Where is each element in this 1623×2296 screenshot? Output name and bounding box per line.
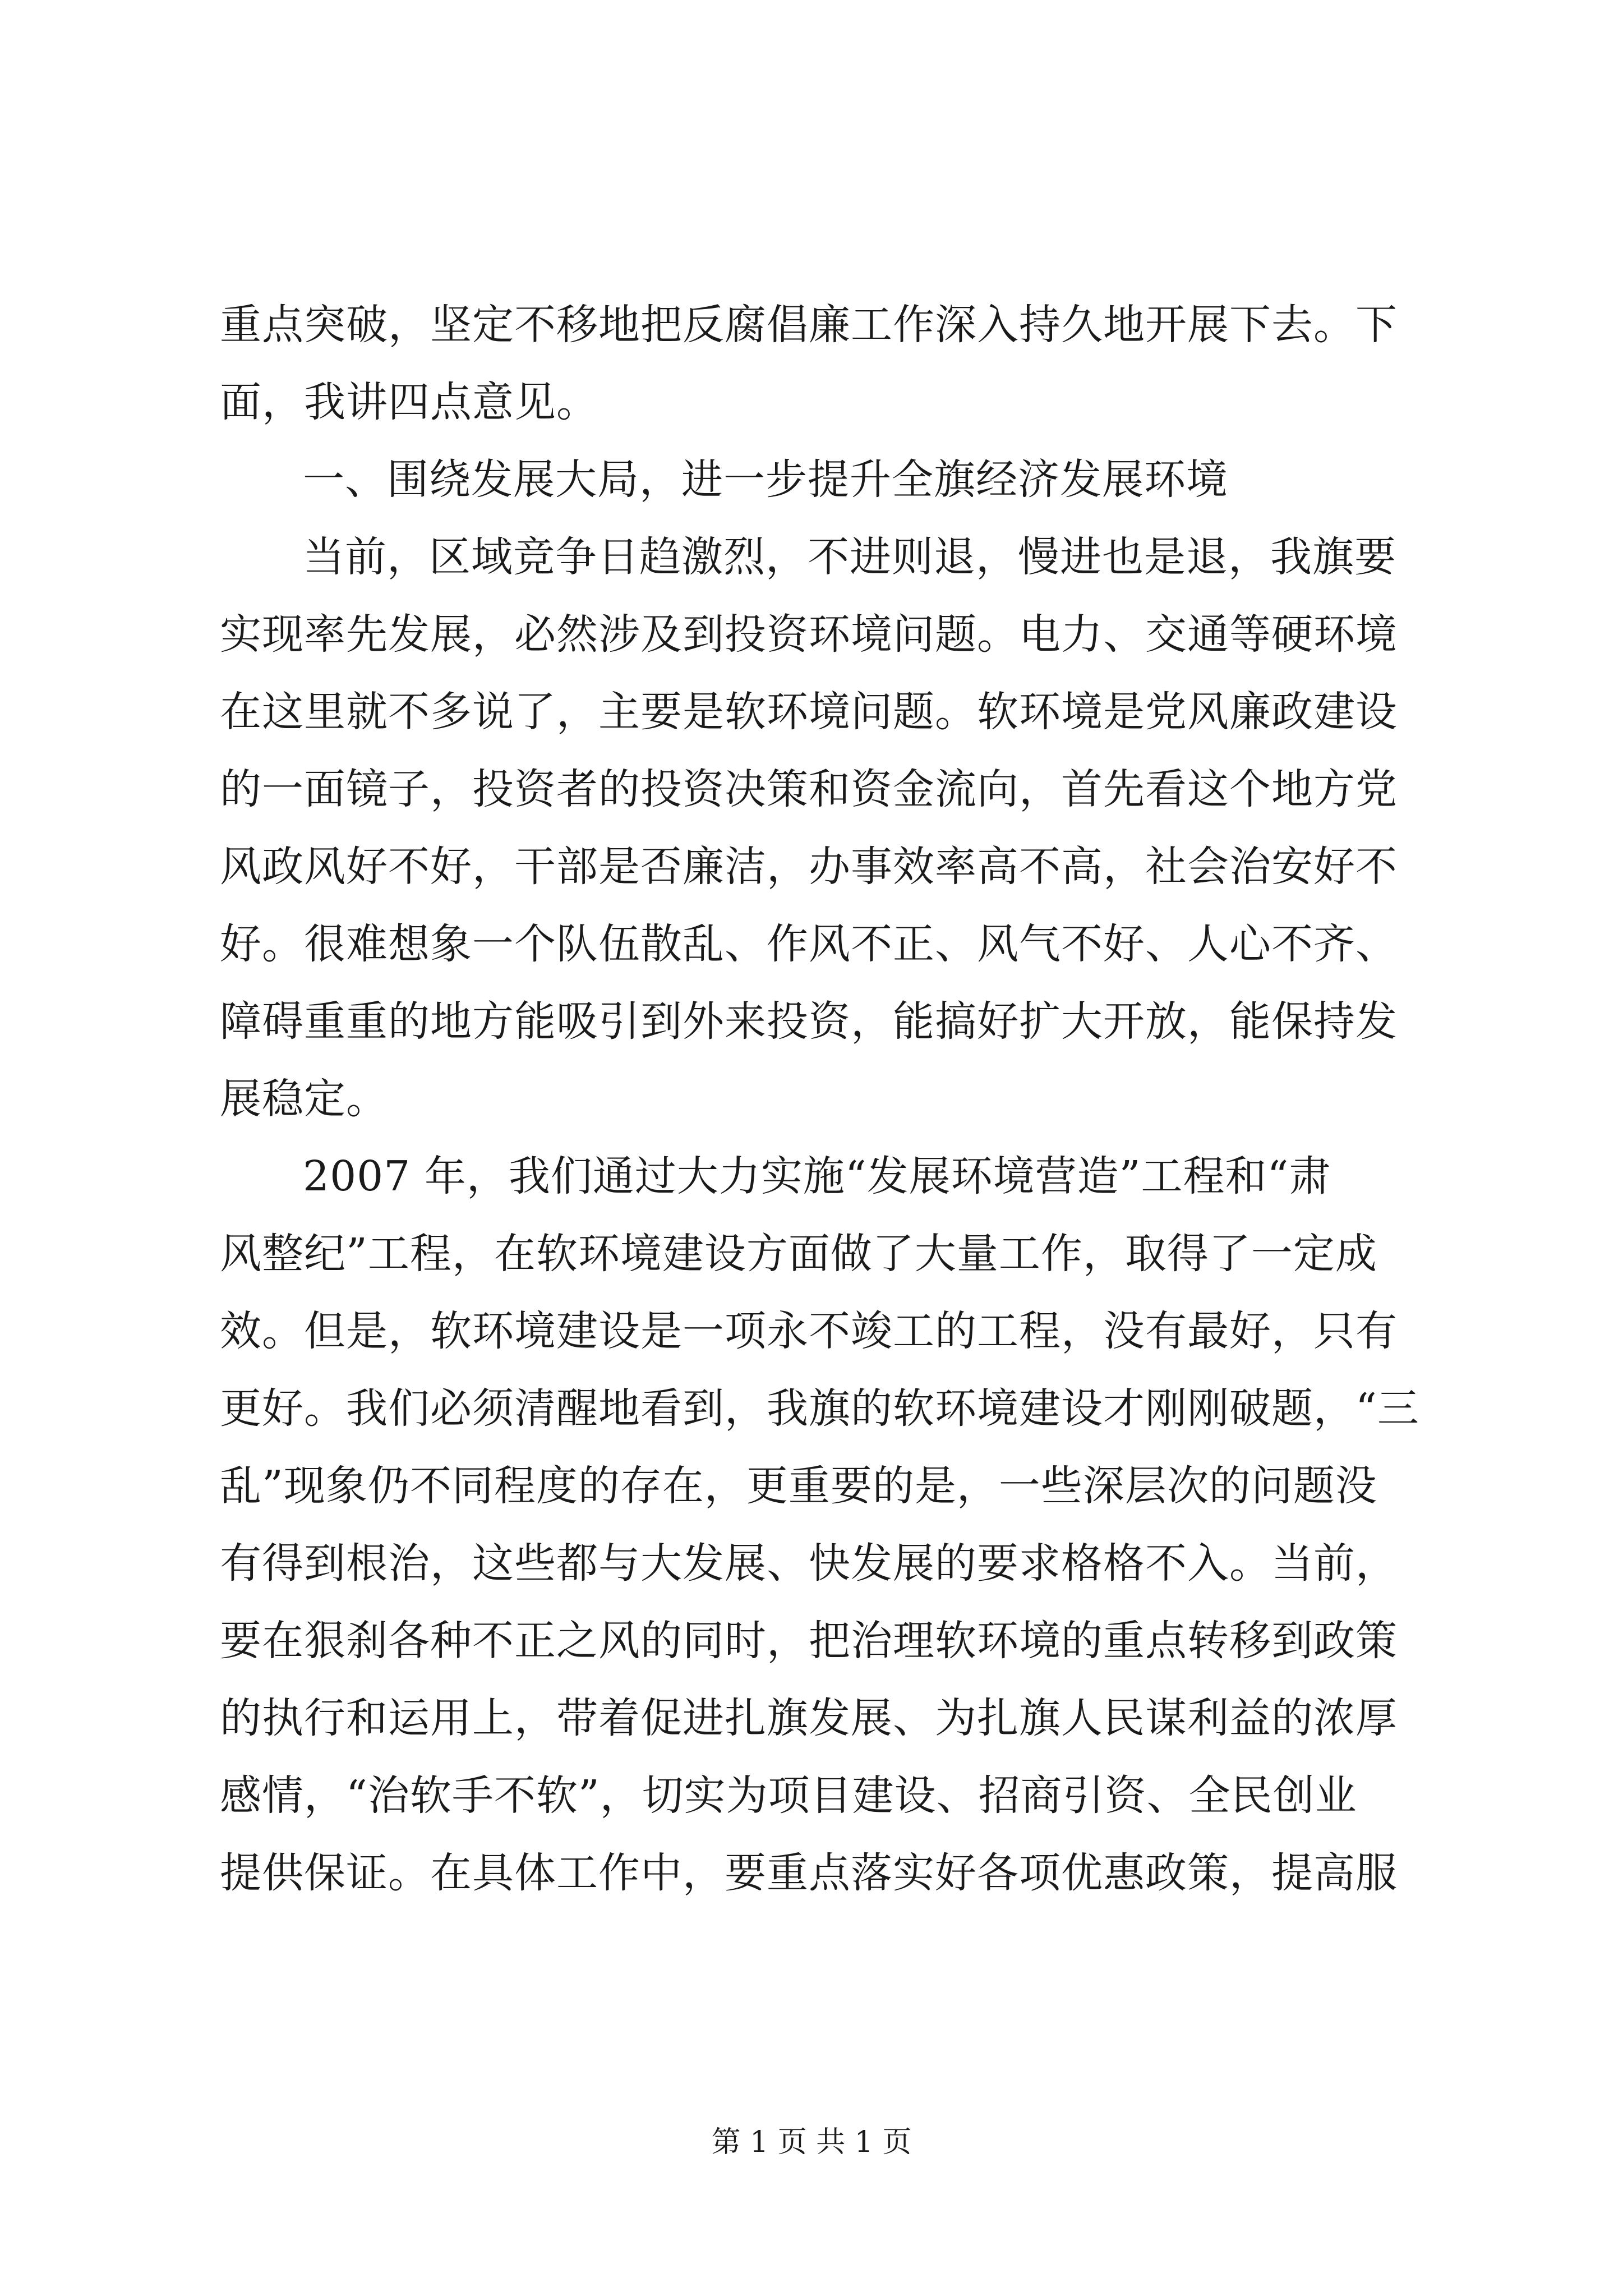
text-line: 更好。我们必须清醒地看到，我旗的软环境建设才刚刚破题，“三 <box>220 1384 1419 1433</box>
text-line: 感情，“治软手不软”，切实为项目建设、招商引资、全民创业 <box>220 1772 1357 1820</box>
text-line: 的执行和运用上，带着促进扎旗发展、为扎旗人民谋利益的浓厚 <box>220 1694 1398 1742</box>
text-line: 展稳定。 <box>220 1075 388 1123</box>
text-line: 障碍重重的地方能吸引到外来投资，能搞好扩大开放，能保持发 <box>220 997 1398 1046</box>
text-line: 风整纪”工程，在软环境建设方面做了大量工作，取得了一定成 <box>220 1230 1377 1278</box>
text-line: 在这里就不多说了，主要是软环境问题。软环境是党风廉政建设 <box>220 688 1398 736</box>
text-line: 好。很难想象一个队伍散乱、作风不正、风气不好、人心不齐、 <box>220 920 1398 968</box>
text-line: 当前，区域竞争日趋激烈，不进则退，慢进也是退，我旗要 <box>303 533 1396 581</box>
text-line: 有得到根治，这些都与大发展、快发展的要求格格不入。当前， <box>220 1539 1398 1588</box>
text-line: 乱”现象仍不同程度的存在，更重要的是，一些深层次的问题没 <box>220 1462 1377 1510</box>
text-line: 的一面镜子，投资者的投资决策和资金流向，首先看这个地方党 <box>220 765 1398 813</box>
text-line: 效。但是，软环境建设是一项永不竣工的工程，没有最好，只有 <box>220 1307 1398 1355</box>
text-line: 提供保证。在具体工作中，要重点落实好各项优惠政策，提高服 <box>220 1849 1398 1897</box>
section-heading: 一、围绕发展大局，进一步提升全旗经济发展环境 <box>303 455 1228 504</box>
text-line: 要在狠刹各种不正之风的同时，把治理软环境的重点转移到政策 <box>220 1617 1398 1665</box>
text-line: 面，我讲四点意见。 <box>220 378 598 426</box>
text-line: 实现率先发展，必然涉及到投资环境问题。电力、交通等硬环境 <box>220 610 1398 659</box>
page-number: 第 1 页 共 1 页 <box>711 2125 912 2159</box>
text-line: 重点突破，坚定不移地把反腐倡廉工作深入持久地开展下去。下 <box>220 301 1398 349</box>
text-line: 2007 年，我们通过大力实施“发展环境营造”工程和“肃 <box>303 1152 1331 1200</box>
document-body <box>220 286 1419 1912</box>
text-line: 风政风好不好，干部是否廉洁，办事效率高不高，社会治安好不 <box>220 843 1398 891</box>
page-footer <box>0 2123 1623 2162</box>
